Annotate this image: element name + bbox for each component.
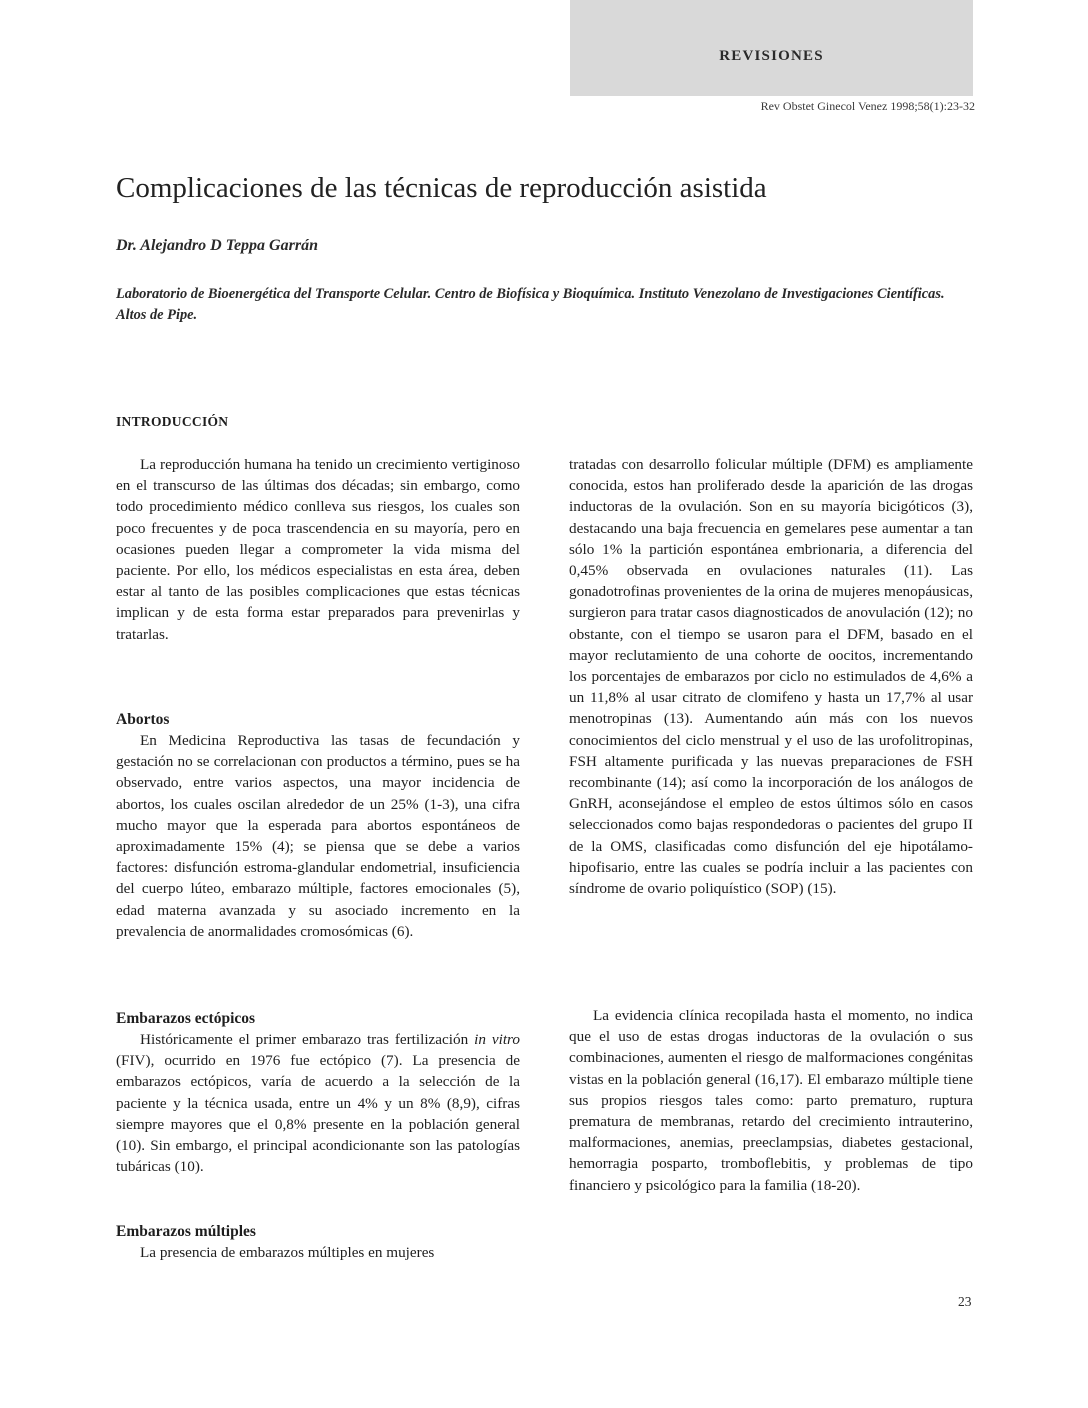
ectopicos-text-end: (FIV), ocurrido en 1976 fue ectópico (7). La presencia de embarazos ectópicos, varía de acuerdo a la selección de la paciente y la técnica usada, entre un 4% y un 8% (8,9), cifras siempre mayores que el 0,8% presente en la población general (10). Sin embargo, el principal acondicionante son las patologías tubáricas (10). xyxy=(116,1052,520,1176)
intro-heading: INTRODUCCIÓN xyxy=(116,414,229,429)
ectopicos-heading: Embarazos ectópicos xyxy=(116,1010,256,1027)
article-author: Dr. Alejandro D Teppa Garrán xyxy=(116,237,318,254)
multiples-heading: Embarazos múltiples xyxy=(116,1223,256,1240)
abortos-heading: Abortos xyxy=(116,711,170,728)
multiples-paragraph: La presencia de embarazos múltiples en mujeres xyxy=(140,1244,435,1261)
ectopicos-paragraph xyxy=(116,1029,520,1177)
right-paragraph-evidence: La evidencia clínica recopilada hasta el momento, no indica que el uso de estas drogas inductoras de la ovulación o sus combinaciones, aumenten el riesgo de malformaciones congénitas vistas en la población general (16,17). El embarazo múltiple tiene sus propios riesgos tales como: parto prematuro, ruptura prematura de membranas, retardo del crecimiento intrauterino, malformaciones, anemias, preeclampsias, diabetes gestacional, hemorragia posparto, tromboflebitis, y problemas de tipo financiero y psicológico para la familia (18-20). xyxy=(569,1007,973,1194)
journal-citation: Rev Obstet Ginecol Venez 1998;58(1):23-32 xyxy=(760,99,975,113)
article-title: Complicaciones de las técnicas de reproducción asistida xyxy=(116,172,767,204)
page-number: 23 xyxy=(958,1294,972,1309)
intro-paragraph: La reproducción humana ha tenido un crecimiento vertiginoso en el transcurso de las últimas dos décadas; sin embargo, como todo procedimiento médico conlleva sus riesgos, los cuales son poco frecuentes y de poca trascendencia en su mayoría, pero en ocasiones pueden llegar a comprometer la vida misma del paciente. Por ello, los médicos especialistas en esta área, deben estar al tanto de las posibles complicaciones que estas técnicas implican y de esta forma estar preparados para prevenirlas y tratarlas. xyxy=(116,456,520,643)
section-label: REVISIONES xyxy=(719,48,824,64)
author-affiliation: Laboratorio de Bioenergética del Transporte Celular. Centro de Biofísica y Bioquímica. Instituto Venezolano de Investigaciones Científicas. Altos de Pipe. xyxy=(116,286,945,323)
right-paragraph-continued: tratadas con desarrollo folicular múltiple (DFM) es ampliamente conocida, estos han proliferado desde la aparición de las drogas inductoras de la ovulación. Son en su mayoría bicigóticos (3), destacando una baja frecuencia en gemelares pese aumentar a tan sólo 1% la partición espontánea embrionaria, a diferencia del 0,45% observada en ovulaciones naturales (11). Las gonadotrofinas provenientes de la orina de mujeres menopáusicas, surgieron para tratar casos diagnosticados de anovulación (12); no obstante, con el tiempo se usaron para el DFM, basado en el mayor reclutamiento de una cohorte de oocitos, incrementando los porcentajes de embarazos por ciclo no estimulados de 4,6% a un 11,8% al usar citrato de clomifeno y hasta un 17,7% al usar menotropinas (13). Aumentando aún más con los nuevos conocimientos del ciclo menstrual y el uso de las urofolitropinas, FSH altamente purificada y las nuevas preparaciones de FSH recombinante (14); así como la incorporación de los análogos de GnRH, aconsejándose el empleo de estos últimos sólo en casos seleccionados como bajas respondedoras o pacientes del grupo II de la OMS, clasificadas como disfunción del eje hipotálamo-hipofisario, entre las cuales se podría incluir a las pacientes con síndrome de ovario poliquístico (SOP) (15). xyxy=(569,456,973,898)
ectopicos-text-start: Históricamente el primer embarazo tras fertilización xyxy=(140,1031,475,1048)
ectopicos-italic-term: in vitro xyxy=(474,1031,520,1048)
abortos-paragraph: En Medicina Reproductiva las tasas de fecundación y gestación no se correlacionan con productos a término, pues se ha observado, entre varios aspectos, una mayor incidencia de abortos, los cuales oscilan alrededor de un 25% (1-3), una cifra mucho mayor que la esperada para abortos espontáneos de aproximadamente 15% (4); se piensa que se debe a varios factores: disfunción estroma-glandular endometrial, insuficiencia del cuerpo lúteo, embarazo múltiple, factores emocionales (5), edad materna avanzada y su asociado incremento en la prevalencia de anormalidades cromosómicas (6). xyxy=(116,732,520,940)
